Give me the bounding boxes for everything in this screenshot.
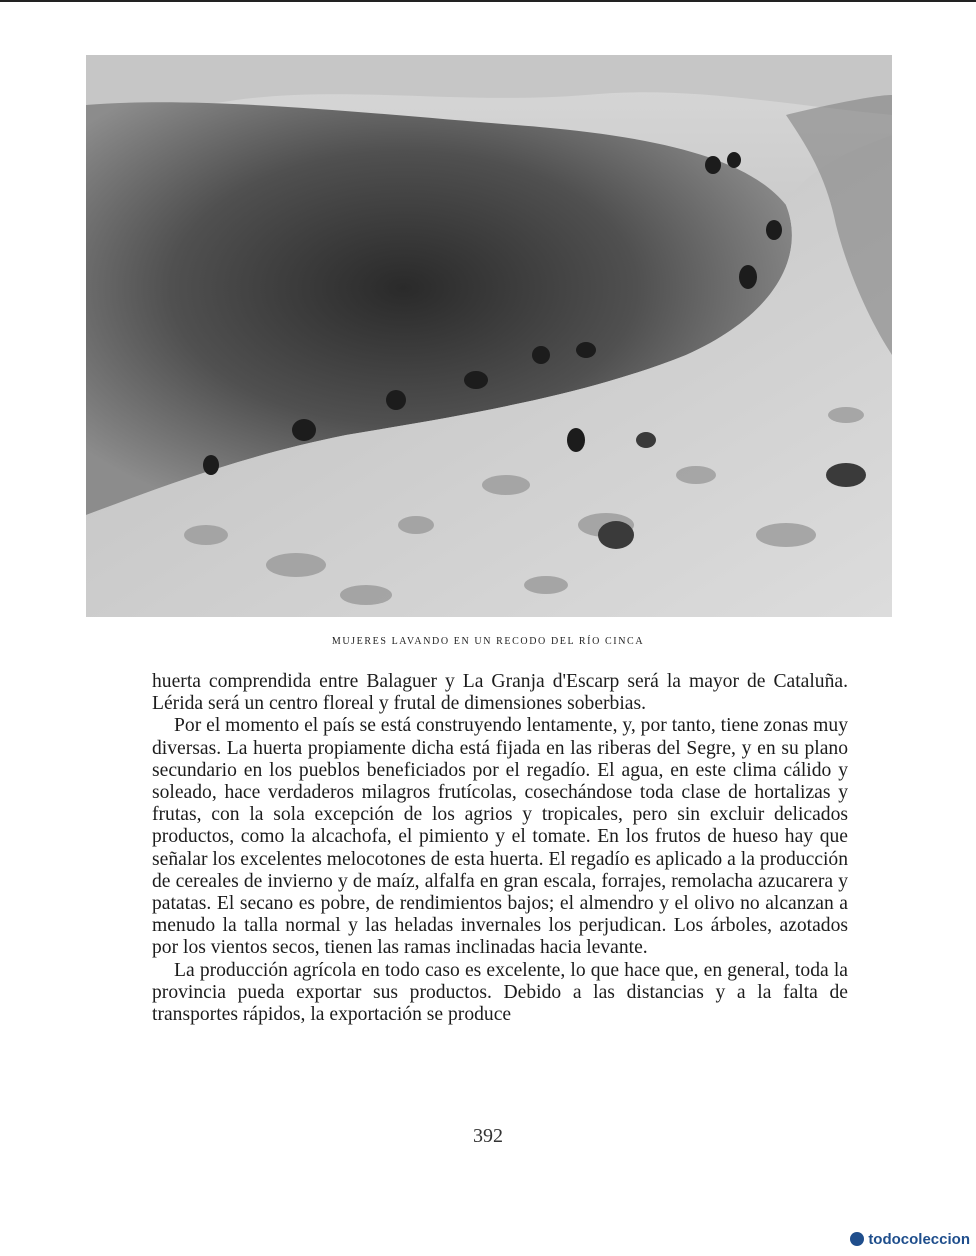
watermark-icon — [850, 1232, 864, 1246]
paragraph: Por el momento el país se está construyendo lentamente, y, por tanto, tiene zonas muy diversas. La huerta propiamente dicha está fijada en las riberas del Segre, y en su plano secundario en los pueblos beneficiados por el regadío. El agua, en este clima cálido y soleado, hace verdaderos milagros frutícolas, cosechándose toda clase de hortalizas y frutas, con la sola excepción de los agrios y tropicales, pero sin excluir delicados productos, como la alcachofa, el pimiento y el tomate. En los frutos de hueso hay que señalar los excelentes melocotones de esta huerta. El regadío es aplicado a la producción de cereales de invierno y de maíz, alfalfa en gran escala, forrajes, remolacha azucarera y patatas. El secano es pobre, de rendimientos bajos; el almendro y el olivo no alcanzan a menudo la talla normal y las heladas invernales los perjudican. Los árboles, azotados por los vientos secos, tienen las ramas inclinadas hacia levante. — [152, 715, 848, 959]
photo-caption: MUJERES LAVANDO EN UN RECODO DEL RÍO CINCA — [331, 636, 645, 647]
page-number: 392 — [473, 1125, 503, 1147]
river-photograph — [86, 55, 892, 617]
paragraph: huerta comprendida entre Balaguer y La Granja d'Escarp será la mayor de Cataluña. Lérida será un centro floreal y frutal de dimensiones soberbias. — [152, 671, 848, 715]
photo-image — [86, 55, 892, 617]
paragraph: La producción agrícola en todo caso es excelente, lo que hace que, en general, toda la provincia pueda exportar sus productos. Debido a las distancias y a la falta de transportes rápidos, la exportación se produce — [152, 959, 848, 1026]
watermark-text: todocoleccion — [868, 1231, 970, 1248]
article-body — [152, 671, 848, 1026]
watermark-logo — [850, 1231, 970, 1248]
